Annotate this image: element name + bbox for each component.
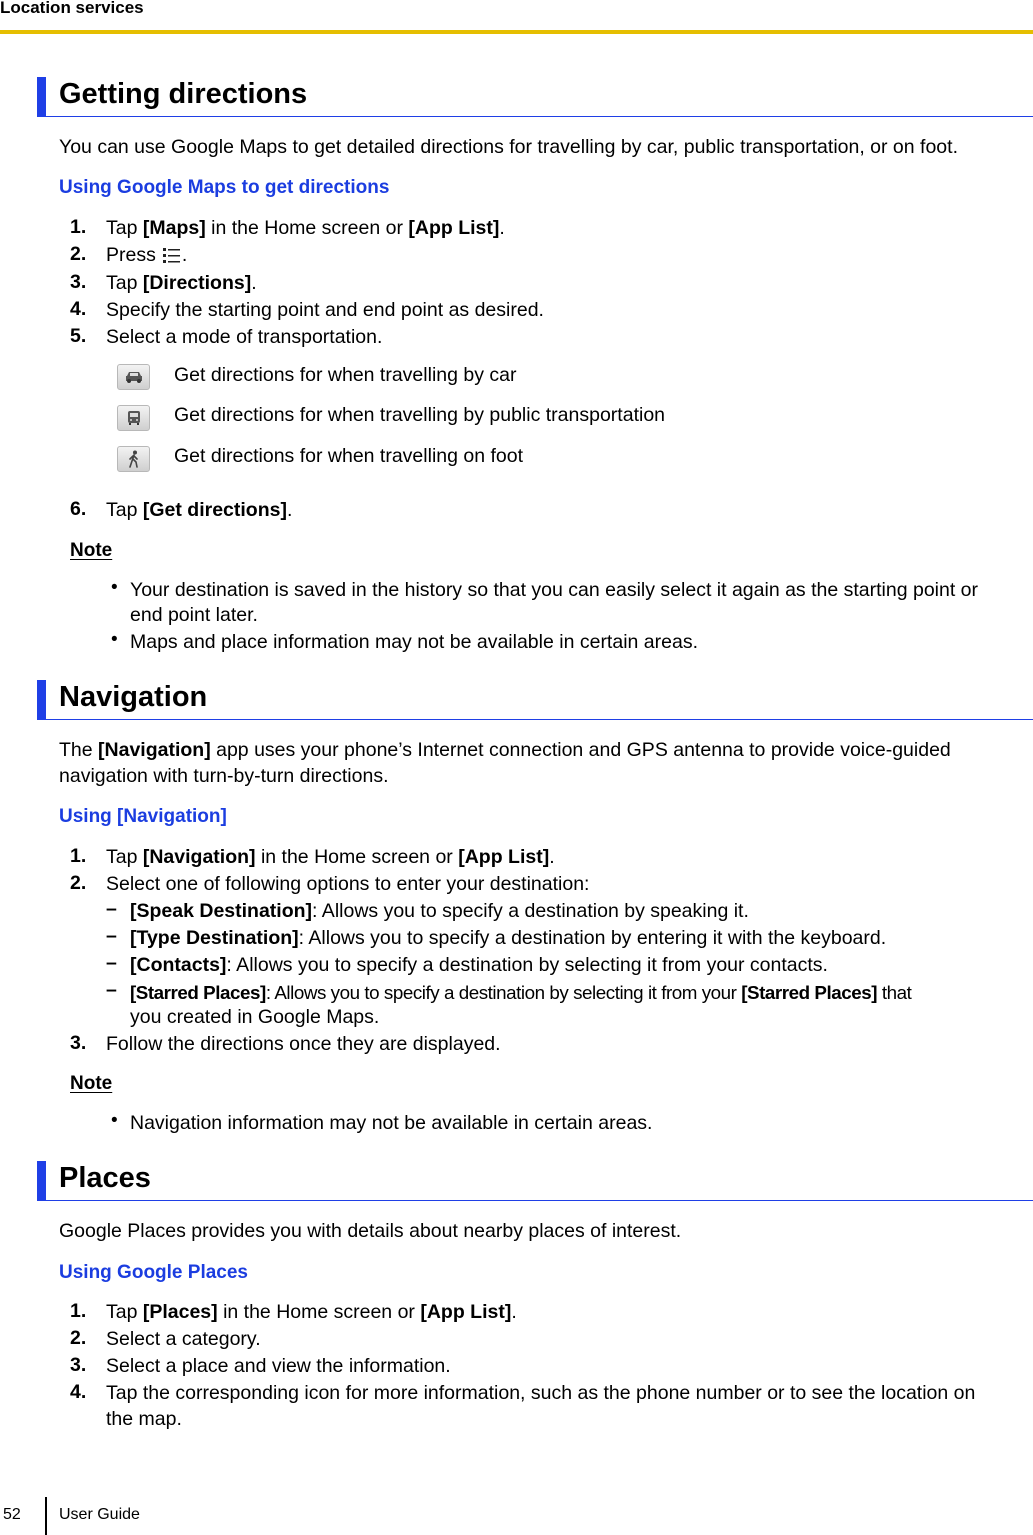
- step-number: 1.: [70, 845, 87, 867]
- page-number: 52: [3, 1506, 21, 1523]
- footer-divider: [45, 1497, 47, 1535]
- step-text: Tap the corresponding icon for more information, such as the phone number or to see the location on: [106, 1382, 976, 1404]
- dash: –: [106, 925, 117, 947]
- section-marker: [37, 680, 46, 720]
- subheading-using-google-maps: Using Google Maps to get directions: [59, 177, 390, 198]
- section-title-navigation: Navigation: [59, 681, 208, 713]
- note-text: end point later.: [130, 604, 258, 626]
- step-text: Select a mode of transportation.: [106, 326, 383, 348]
- step-text: Tap [Directions].: [106, 272, 257, 294]
- option-text: [Contacts]: Allows you to specify a destination by selecting it from your contacts.: [130, 954, 828, 976]
- step-number: 1.: [70, 1300, 87, 1322]
- option-text: [Type Destination]: Allows you to specify a destination by entering it with the keyboard.: [130, 927, 887, 949]
- note-text: Navigation information may not be available in certain areas.: [130, 1112, 653, 1134]
- option-text: you created in Google Maps.: [130, 1006, 380, 1028]
- step-text: the map.: [106, 1408, 182, 1430]
- mode-description: Get directions for when travelling by public transportation: [174, 404, 666, 426]
- step-number: 4.: [70, 298, 87, 320]
- note-label: Note: [70, 1073, 113, 1094]
- step-number: 2.: [70, 243, 87, 265]
- step-text: Tap [Navigation] in the Home screen or [App List].: [106, 846, 555, 868]
- note-label: Note: [70, 540, 113, 561]
- walking-icon: [117, 446, 150, 472]
- step-text: Tap [Maps] in the Home screen or [App List].: [106, 217, 505, 239]
- section-rule: [37, 719, 1033, 720]
- dash: –: [106, 952, 117, 974]
- directions-intro: You can use Google Maps to get detailed directions for travelling by car, public transportation, or on foot.: [59, 136, 958, 158]
- option-text: [Speak Destination]: Allows you to specify a destination by speaking it.: [130, 900, 749, 922]
- step-text: Follow the directions once they are displayed.: [106, 1033, 501, 1055]
- subheading-using-navigation: Using [Navigation]: [59, 806, 227, 827]
- section-marker: [37, 77, 46, 117]
- places-intro: Google Places provides you with details about nearby places of interest.: [59, 1220, 682, 1242]
- bullet: •: [111, 629, 118, 650]
- option-text: [Starred Places]: Allows you to specify a destination by selecting it from your [Starred Places] that: [130, 982, 912, 1003]
- footer-doc-title: User Guide: [59, 1506, 140, 1523]
- subheading-using-google-places: Using Google Places: [59, 1262, 248, 1283]
- note-text: Your destination is saved in the history so that you can easily select it again as the starting point or: [130, 579, 979, 601]
- step-text: Tap [Get directions].: [106, 499, 293, 521]
- dash: –: [106, 979, 117, 1001]
- step-text: Select a category.: [106, 1328, 261, 1350]
- step-text: Select one of following options to enter your destination:: [106, 873, 590, 895]
- step-number: 6.: [70, 498, 87, 520]
- step-text: Tap [Places] in the Home screen or [App List].: [106, 1301, 517, 1323]
- step-number: 2.: [70, 872, 87, 894]
- section-rule: [37, 116, 1033, 117]
- header-rule: [0, 30, 1033, 34]
- navigation-intro: The [Navigation] app uses your phone’s Internet connection and GPS antenna to provide voice-guided: [59, 739, 951, 761]
- menu-icon: [162, 245, 182, 263]
- section-rule: [37, 1200, 1033, 1201]
- step-number: 5.: [70, 325, 87, 347]
- mode-description: Get directions for when travelling by car: [174, 364, 517, 386]
- step-text: Specify the starting point and end point as desired.: [106, 299, 544, 321]
- step-number: 3.: [70, 271, 87, 293]
- section-marker: [37, 1161, 46, 1201]
- car-icon: [117, 364, 150, 390]
- dash: –: [106, 898, 117, 920]
- section-title-getting-directions: Getting directions: [59, 78, 308, 110]
- mode-description: Get directions for when travelling on foot: [174, 445, 524, 467]
- navigation-intro-line2: navigation with turn-by-turn directions.: [59, 765, 389, 787]
- running-header-title: Location services: [0, 0, 144, 17]
- bus-icon: [117, 405, 150, 431]
- section-title-places: Places: [59, 1162, 151, 1194]
- step-text: Press .: [106, 244, 188, 266]
- step-number: 2.: [70, 1327, 87, 1349]
- step-number: 3.: [70, 1354, 87, 1376]
- step-number: 1.: [70, 216, 87, 238]
- step-number: 4.: [70, 1381, 87, 1403]
- note-text: Maps and place information may not be available in certain areas.: [130, 631, 698, 653]
- step-number: 3.: [70, 1032, 87, 1054]
- bullet: •: [111, 577, 118, 598]
- step-text: Select a place and view the information.: [106, 1355, 451, 1377]
- bullet: •: [111, 1110, 118, 1131]
